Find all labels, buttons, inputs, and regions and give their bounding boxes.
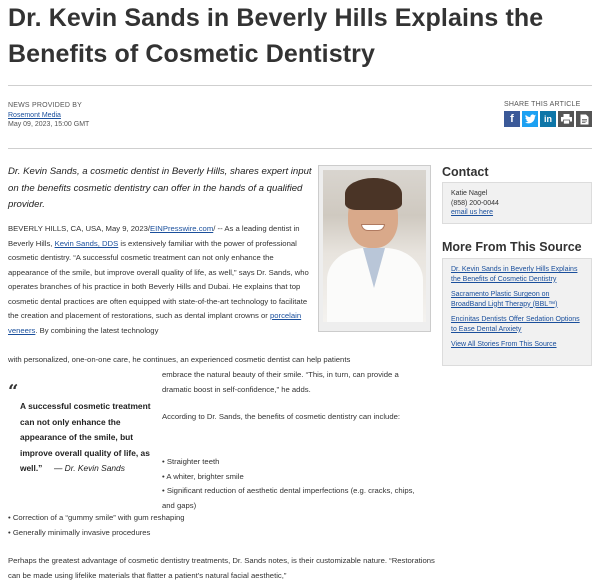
more-story-link[interactable]: Encinitas Dentists Offer Sedation Options to Ease Dental Anxiety [451,316,580,333]
contact-email-link[interactable]: email us here [451,209,494,216]
benefits-list [162,455,422,513]
facebook-icon[interactable]: f [504,111,520,127]
contact-phone: (858) 200-0044 [451,199,499,207]
share-article [504,101,594,127]
share-label: SHARE THIS ARTICLE [504,101,581,108]
contact-name: Katie Nagel [451,190,488,197]
more-from-source-heading: More From This Source [442,240,582,254]
publish-date: May 09, 2023, 15:00 GMT [8,121,90,128]
provider-link[interactable]: Rosemont Media [8,111,61,119]
article-headline: Dr. Kevin Sands in Beverly Hills Explains the Benefits of Cosmetic Dentistry [8,4,544,68]
pull-quote [8,381,158,477]
more-story-link[interactable]: Dr. Kevin Sands in Beverly Hills Explains the Benefits of Cosmetic Dentistry [451,266,578,283]
list-item: • A whiter, brighter smile [162,471,244,481]
pull-quote-text [20,399,158,477]
paragraph-text: / -- As a leading dentist in Beverly Hills, [8,224,300,248]
article-paragraph: According to Dr. Sands, the benefits of cosmetic dentistry can include: [162,412,401,421]
doctor-photo[interactable] [323,170,426,322]
list-item: • Straighter teeth [162,457,220,466]
porcelain-veneers-link[interactable]: porcelain veneers [8,311,302,335]
article-paragraph: embrace the natural beauty of their smile. “This, in turn, can provide a dramatic boost in self-confidence,” he adds. [162,370,399,394]
twitter-icon[interactable] [522,111,538,127]
divider [8,85,592,86]
more-from-source-box [442,258,592,366]
list-item: • Correction of a “gummy smile” with gum reshaping [8,513,185,522]
article-paragraph: with personalized, one-on-one care, he continues, an experienced cosmetic dentist can help patients [8,355,351,364]
dateline: BEVERLY HILLS, CA, USA, May 9, 2023/ [8,224,150,233]
kevin-sands-link[interactable]: Kevin Sands, DDS [54,238,119,248]
print-icon[interactable] [558,111,574,127]
contact-box [442,182,592,224]
paragraph-text: is extensively familiar with the power of professional cosmetic dentistry. “A successful cosmetic treatment can not only enhance the appearance of the smile, but improve overall quality of life, as well,” says Dr. Sands, who operates branches of his practice in both Beverly Hills and Dubai. He explains that top cosmetic dental practices are often equipped with state-of-the-art technology to facilitate the creation and placement of restorations, such as dental implant crowns or [8,238,309,320]
news-provided-by-label: NEWS PROVIDED BY [8,102,82,109]
quote-attribution: — Dr. Kevin Sands [53,463,125,473]
einpresswire-link[interactable]: EINPresswire.com [150,224,214,233]
list-item: • Generally minimally invasive procedures [8,527,151,537]
paragraph-text: . By combining the latest technology [35,325,159,335]
article-lede: Dr. Kevin Sands, a cosmetic dentist in Beverly Hills, shares expert input on the benefits cosmetic dentistry can offer in the hands of a qualified provider. [8,166,312,210]
more-story-link[interactable]: Sacramento Plastic Surgeon on BroadBand Light Therapy (BBL™) [451,291,558,308]
article-paragraph: Perhaps the greatest advantage of cosmetic dentistry treatments, Dr. Sands notes, is their customizable nature. “Restorations can be made using lifelike materials that flatter a patient’s natural facial aesthetic,” [8,556,435,580]
benefits-list-continued [8,511,308,540]
news-provided-by [8,101,89,130]
view-all-stories-link[interactable]: View All Stories From This Source [451,341,557,348]
divider [8,148,592,149]
linkedin-icon[interactable]: in [540,111,556,127]
pdf-icon[interactable] [576,111,592,127]
quote-mark-icon: “ [8,381,19,402]
article-paragraph [8,222,313,338]
contact-heading: Contact [442,165,489,179]
doctor-photo-frame [318,165,431,332]
quote-text: A successful cosmetic treatment can not only enhance the appearance of the smile, but improve overall quality of life, as well.” [20,401,151,473]
list-item: • Significant reduction of aesthetic dental imperfections (e.g. cracks, chips, and gaps) [162,486,415,510]
